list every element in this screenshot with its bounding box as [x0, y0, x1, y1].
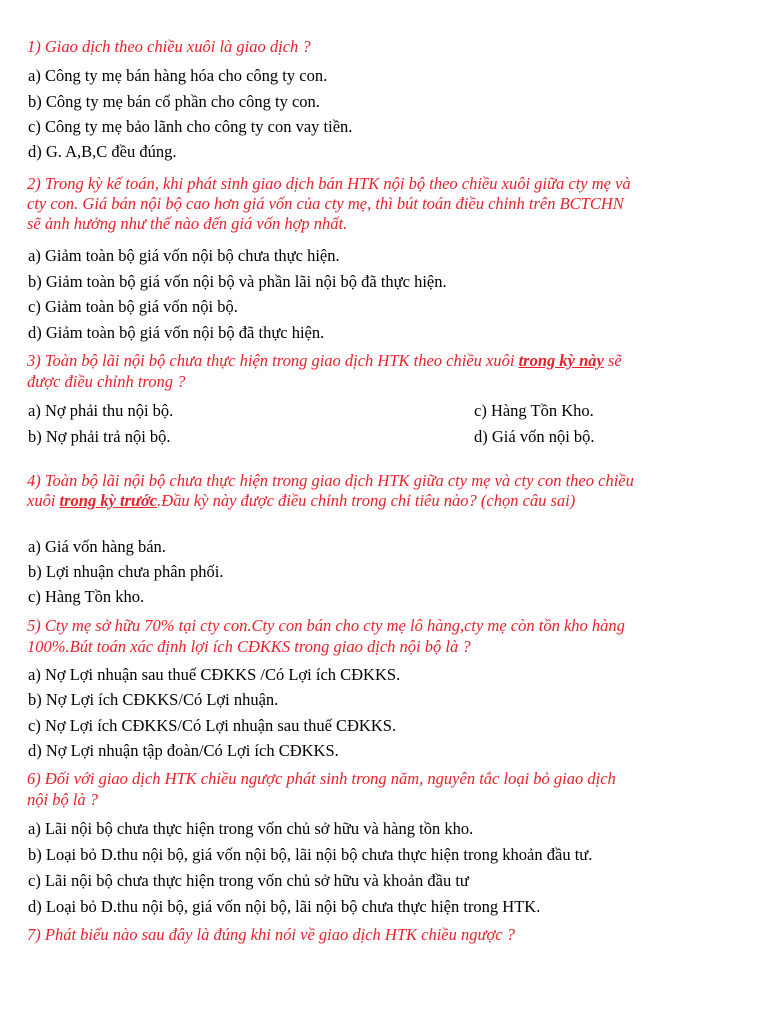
q1-option-a: a) Công ty mẹ bán hàng hóa cho công ty con. — [28, 66, 328, 85]
question-5-line-2: 100%.Bút toán xác định lợi ích CĐKKS trong giao dịch nội bộ là ? — [27, 637, 471, 656]
q2-option-b: b) Giảm toàn bộ giá vốn nội bộ và phần lãi nội bộ đã thực hiện. — [28, 272, 447, 291]
q5-option-d: d) Nợ Lợi nhuận tập đoàn/Có Lợi ích CĐKKS. — [28, 741, 339, 760]
question-6-line-2: nội bộ là ? — [27, 790, 99, 809]
q2-option-c: c) Giảm toàn bộ giá vốn nội bộ. — [28, 297, 238, 316]
question-7: 7) Phát biểu nào sau đây là đúng khi nói về giao dịch HTK chiều ngược ? — [27, 925, 515, 944]
question-4-emphasis: trong kỳ trước — [59, 491, 158, 510]
question-4-line-1: 4) Toàn bộ lãi nội bộ chưa thực hiện trong giao dịch HTK giữa cty mẹ và cty con theo chiều — [27, 471, 634, 490]
question-4-line-2 — [27, 491, 727, 511]
q3-option-d: d) Giá vốn nội bộ. — [474, 427, 595, 446]
q3-option-a: a) Nợ phải thu nội bộ. — [28, 401, 174, 420]
q1-option-c: c) Công ty mẹ bảo lãnh cho công ty con vay tiền. — [28, 117, 353, 136]
q6-option-c: c) Lãi nội bộ chưa thực hiện trong vốn chủ sở hữu và khoản đầu tư — [28, 871, 469, 890]
question-3-emphasis: trong kỳ này — [518, 351, 604, 370]
question-2-line-3: sẽ ảnh hưởng như thế nào đến giá vốn hợp nhất. — [27, 214, 348, 233]
q5-option-a: a) Nợ Lợi nhuận sau thuế CĐKKS /Có Lợi ích CĐKKS. — [28, 665, 401, 684]
question-3-line-1 — [27, 351, 727, 371]
q3-option-c: c) Hàng Tồn Kho. — [474, 401, 594, 420]
question-3-text-end: sẽ — [603, 351, 622, 370]
question-5-line-1: 5) Cty mẹ sở hữu 70% tại cty con.Cty con bán cho cty mẹ lô hàng,cty mẹ còn tồn kho hàng — [27, 616, 625, 635]
question-6-line-1: 6) Đối với giao dịch HTK chiều ngược phát sinh trong năm, nguyên tắc loại bỏ giao dịch — [27, 769, 616, 788]
question-4-text-end: .Đầu kỳ này được điều chỉnh trong chỉ tiêu nào? (chọn câu sai) — [157, 491, 576, 510]
q3-option-b: b) Nợ phải trả nội bộ. — [28, 427, 171, 446]
question-3-line-2: được điều chỉnh trong ? — [27, 372, 186, 391]
q6-option-b: b) Loại bỏ D.thu nội bộ, giá vốn nội bộ, lãi nội bộ chưa thực hiện trong khoản đầu tư. — [28, 845, 593, 864]
q1-option-b: b) Công ty mẹ bán cổ phần cho công ty con. — [28, 92, 320, 111]
q5-option-c: c) Nợ Lợi ích CĐKKS/Có Lợi nhuận sau thuế CĐKKS. — [28, 716, 397, 735]
q2-option-a: a) Giảm toàn bộ giá vốn nội bộ chưa thực hiện. — [28, 246, 340, 265]
q6-option-d: d) Loại bỏ D.thu nội bộ, giá vốn nội bộ, lãi nội bộ chưa thực hiện trong HTK. — [28, 897, 541, 916]
q4-option-a: a) Giá vốn hàng bán. — [28, 537, 166, 556]
q6-option-a: a) Lãi nội bộ chưa thực hiện trong vốn chủ sở hữu và hàng tồn kho. — [28, 819, 474, 838]
q4-option-b: b) Lợi nhuận chưa phân phối. — [28, 562, 224, 581]
q5-option-b: b) Nợ Lợi ích CĐKKS/Có Lợi nhuận. — [28, 690, 279, 709]
q1-option-d: d) G. A,B,C đều đúng. — [28, 142, 177, 161]
question-4-text-start: xuôi — [27, 491, 60, 510]
q2-option-d: d) Giảm toàn bộ giá vốn nội bộ đã thực hiện. — [28, 323, 325, 342]
question-3-text-start: 3) Toàn bộ lãi nội bộ chưa thực hiện trong giao dịch HTK theo chiều xuôi — [27, 351, 519, 370]
q4-option-c: c) Hàng Tồn kho. — [28, 587, 145, 606]
question-1: 1) Giao dịch theo chiều xuôi là giao dịch ? — [27, 37, 311, 56]
question-2-line-1: 2) Trong kỳ kế toán, khi phát sinh giao dịch bán HTK nội bộ theo chiều xuôi giữa cty mẹ và — [27, 174, 631, 193]
question-2-line-2: cty con. Giá bán nội bộ cao hơn giá vốn của cty mẹ, thì bút toán điều chỉnh trên BCTCHN — [27, 194, 624, 213]
